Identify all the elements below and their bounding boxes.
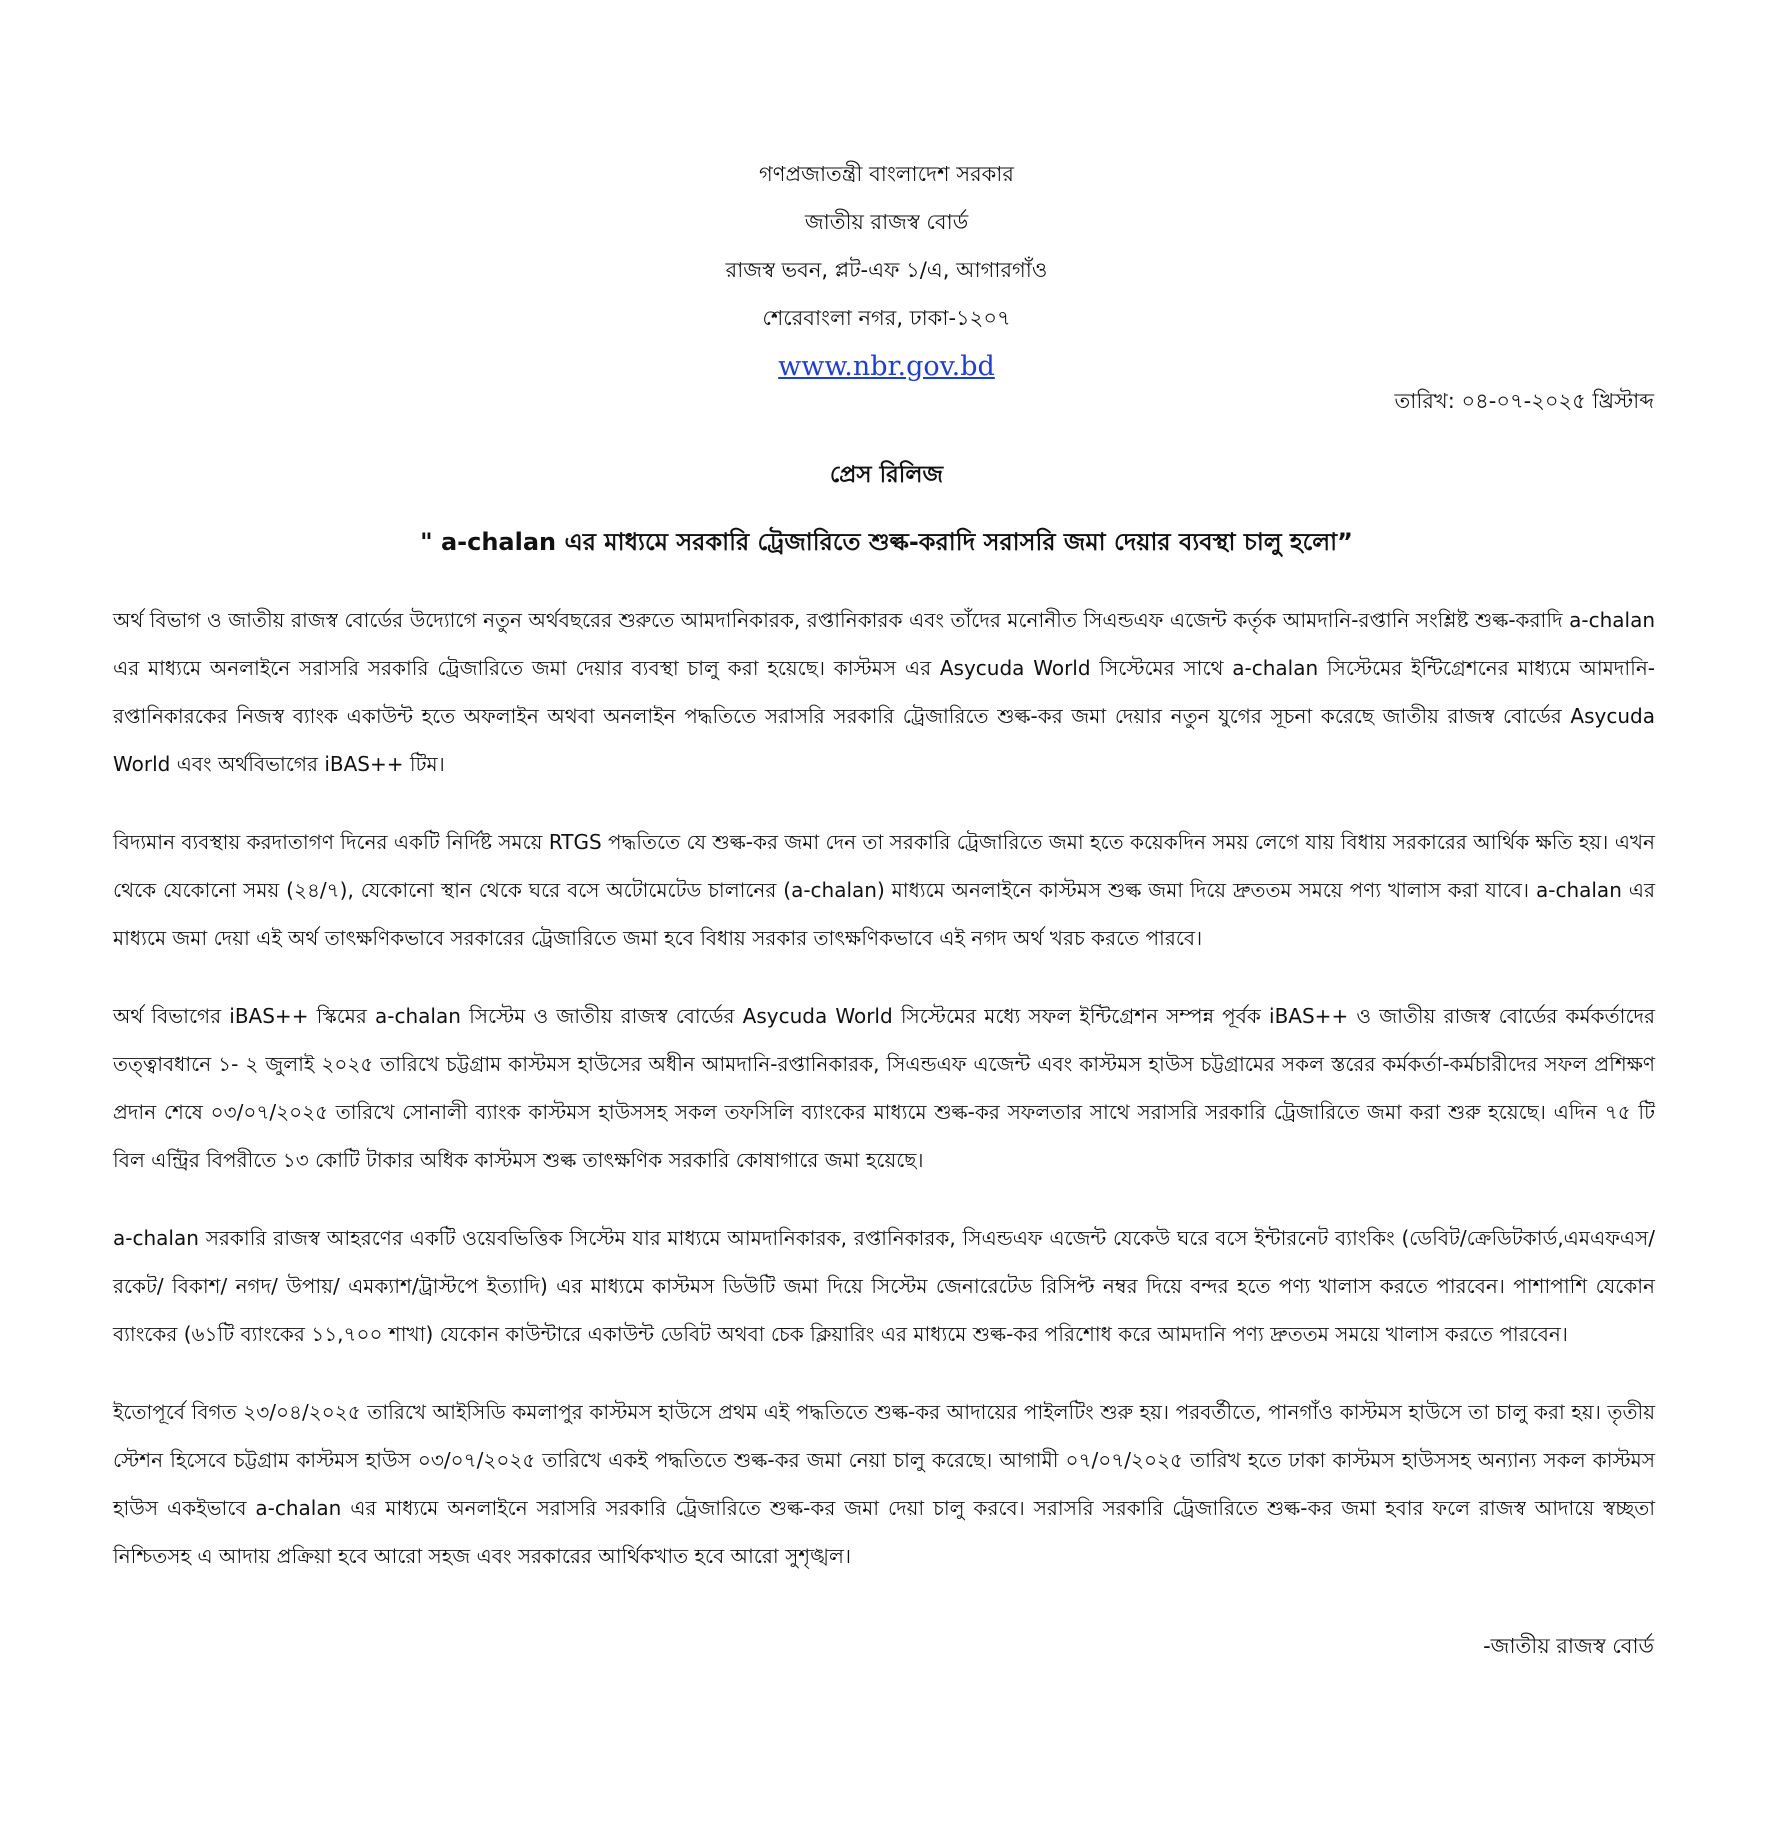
letterhead	[0, 150, 1773, 392]
paragraph-4: a-chalan সরকারি রাজস্ব আহরণের একটি ওয়েবভিত্তিক সিস্টেম যার মাধ্যমে আমদানিকারক, রপ্তানিকারক, সিএন্ডএফ এজেন্ট যেকেউ ঘরে বসে ইন্টারনেট ব্যাংকিং (ডেবিট/ক্রেডিটকার্ড,এমএফএস/ রকেট/ বিকাশ/ নগদ/ উপায়/ এমক্যাশ/ট্রাস্টপে ইত্যাদি) এর মাধ্যমে কাস্টমস ডিউটি জমা দিয়ে সিস্টেম জেনারেটেড রিসিপ্ট নম্বর দিয়ে বন্দর হতে পণ্য খালাস করতে পারবেন। পাশাপাশি যেকোন ব্যাংকের (৬১টি ব্যাংকের ১১,৭০০ শাখা) যেকোন কাউন্টারে একাউন্ট ডেবিট অথবা চেক ক্লিয়ারিং এর মাধ্যমে শুল্ক-কর পরিশোধ করে আমদানি পণ্য দ্রুততম সময়ে খালাস করতে পারবেন।	[113, 1226, 1655, 1346]
paragraph-2: বিদ্যমান ব্যবস্থায় করদাতাগণ দিনের একটি নির্দিষ্ট সময়ে RTGS পদ্ধতিতে যে শুল্ক-কর জমা দেন তা সরকারি ট্রেজারিতে জমা হতে কয়েকদিন সময় লেগে যায় বিধায় সরকারের আর্থিক ক্ষতি হয়। এখন থেকে যেকোনো সময় (২৪/৭), যেকোনো স্থান থেকে ঘরে বসে অটোমেটেড চালানের (a-chalan) মাধ্যমে অনলাইনে কাস্টমস শুল্ক জমা দিয়ে দ্রুততম সময়ে পণ্য খালাস করা যাবে। a-chalan এর মাধ্যমে জমা দেয়া এই অর্থ তাৎক্ষণিকভাবে সরকারের ট্রেজারিতে জমা হবে বিধায় সরকার তাৎক্ষণিকভাবে এই নগদ অর্থ খরচ করতে পারবে।	[113, 830, 1655, 950]
address-line-2: শেরেবাংলা নগর, ঢাকা-১২০৭	[762, 306, 1011, 330]
organization-name: জাতীয় রাজস্ব বোর্ড	[804, 210, 969, 234]
paragraph-3: অর্থ বিভাগের iBAS++ স্কিমের a-chalan সিস্টেম ও জাতীয় রাজস্ব বোর্ডের Asycuda World সিস্টেমের মধ্যে সফল ইন্টিগ্রেশন সম্পন্ন পূর্বক iBAS++ ও জাতীয় রাজস্ব বোর্ডের কর্মকর্তাদের তত্ত্বাবধানে ১- ২ জুলাই ২০২৫ তারিখে চট্টগ্রাম কাস্টমস হাউসের অধীন আমদানি-রপ্তানিকারক, সিএন্ডএফ এজেন্ট এবং কাস্টমস হাউস চট্টগ্রামের সকল স্তরের কর্মকর্তা-কর্মচারীদের সফল প্রশিক্ষণ প্রদান শেষে ০৩/০৭/২০২৫ তারিখে সোনালী ব্যাংক কাস্টমস হাউসসহ সকল তফসিলি ব্যাংকের মাধ্যমে শুল্ক-কর সফলতার সাথে সরাসরি সরকারি ট্রেজারিতে জমা করা শুরু হয়েছে। এদিন ৭৫ টি বিল এন্ট্রির বিপরীতে ১৩ কোটি টাকার অধিক কাস্টমস শুল্ক তাৎক্ষণিক সরকারি কোষাগারে জমা হয়েছে।	[113, 1004, 1655, 1172]
press-release-title: প্রেস রিলিজ	[829, 462, 944, 488]
paragraph-5: ইতোপূর্বে বিগত ২৩/০৪/২০২৫ তারিখে আইসিডি কমলাপুর কাস্টমস হাউসে প্রথম এই পদ্ধতিতে শুল্ক-কর আদায়ের পাইলটিং শুরু হয়। পরবর্তীতে, পানগাঁও কাস্টমস হাউসে তা চালু করা হয়। তৃতীয় স্টেশন হিসেবে চট্টগ্রাম কাস্টমস হাউস ০৩/০৭/২০২৫ তারিখে একই পদ্ধতিতে শুল্ক-কর জমা নেয়া চালু করেছে। আগামী ০৭/০৭/২০২৫ তারিখ হতে ঢাকা কাস্টমস হাউসসহ অন্যান্য সকল কাস্টমস হাউস একইভাবে a-chalan এর মাধ্যমে অনলাইনে সরাসরি সরকারি ট্রেজারিতে শুল্ক-কর জমা দেয়া চালু করবে। সরাসরি সরকারি ট্রেজারিতে শুল্ক-কর জমা হবার ফলে রাজস্ব আদায়ে স্বচ্ছতা নিশ্চিতসহ এ আদায় প্রক্রিয়া হবে আরো সহজ এবং সরকারের আর্থিকখাত হবে আরো সুশৃঙ্খল।	[113, 1400, 1655, 1568]
headline: " a-chalan এর মাধ্যমে সরকারি ট্রেজারিতে শুল্ক-করাদি সরাসরি জমা দেয়ার ব্যবস্থা চালু হলো”	[420, 528, 1353, 556]
release-body	[113, 596, 1655, 1610]
release-date: তারিখ: ০৪-০৭-২০২৫ খ্রিস্টাব্দ	[1394, 389, 1654, 413]
signature: -জাতীয় রাজস্ব বোর্ড	[1483, 1634, 1654, 1658]
government-name: গণপ্রজাতন্ত্রী বাংলাদেশ সরকার	[759, 162, 1014, 186]
paragraph-1: অর্থ বিভাগ ও জাতীয় রাজস্ব বোর্ডের উদ্যোগে নতুন অর্থবছরের শুরুতে আমদানিকারক, রপ্তানিকারক এবং তাঁদের মনোনীত সিএন্ডএফ এজেন্ট কর্তৃক আমদানি-রপ্তানি সংশ্লিষ্ট শুল্ক-করাদি a-chalan এর মাধ্যমে অনলাইনে সরাসরি সরকারি ট্রেজারিতে জমা দেয়ার ব্যবস্থা চালু করা হয়েছে। কাস্টমস এর Asycuda World সিস্টেমের সাথে a-chalan সিস্টেমের ইন্টিগ্রেশনের মাধ্যমে আমদানি-রপ্তানিকারকের নিজস্ব ব্যাংক একাউন্ট হতে অফলাইন অথবা অনলাইন পদ্ধতিতে সরাসরি সরকারি ট্রেজারিতে শুল্ক-কর জমা দেয়ার নতুন যুগের সূচনা করেছে জাতীয় রাজস্ব বোর্ডের Asycuda World এবং অর্থবিভাগের iBAS++ টিম।	[113, 608, 1655, 776]
website-link[interactable]: www.nbr.gov.bd	[778, 351, 995, 382]
address-line-1: রাজস্ব ভবন, প্লট-এফ ১/এ, আগারগাঁও	[725, 258, 1048, 282]
